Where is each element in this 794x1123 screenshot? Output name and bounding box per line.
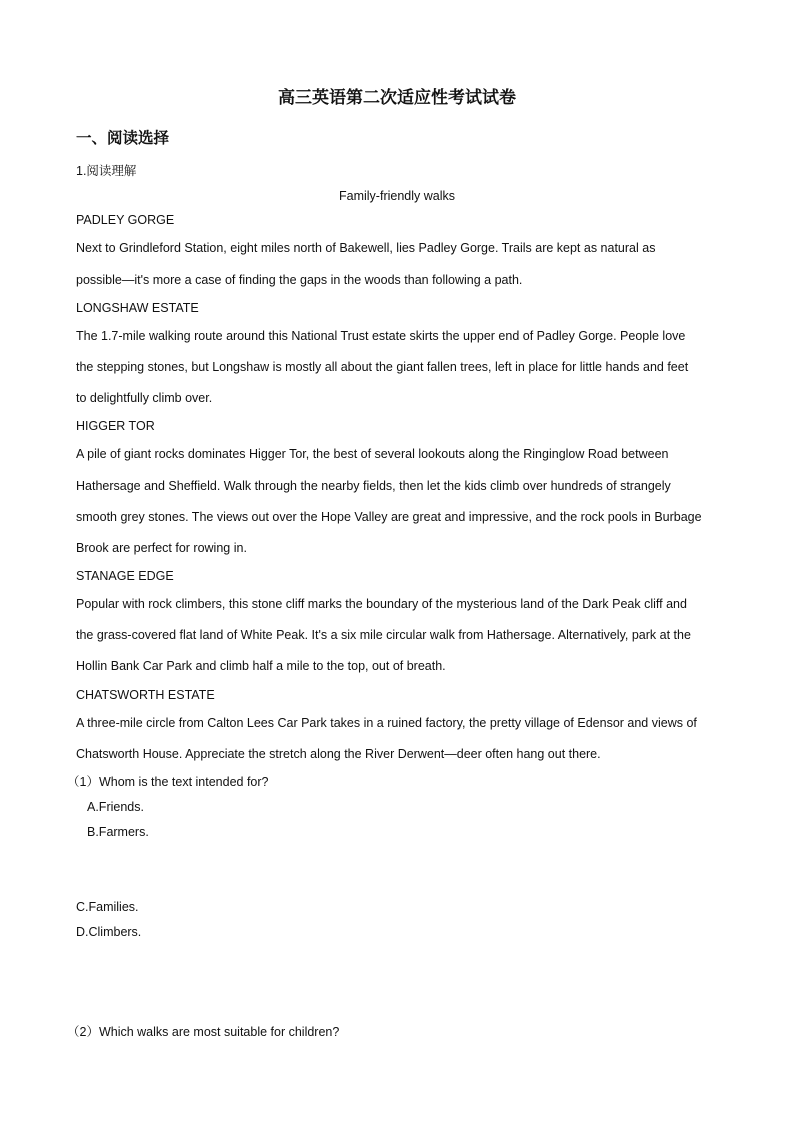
paragraph-line: possible—it's more a case of finding the gaps in the woods than following a path. [76, 273, 523, 287]
paragraph-line: the grass-covered flat land of White Peak. It's a six mile circular walk from Hathersage. Alternatively, park at the [76, 628, 691, 642]
option-d[interactable]: D.Climbers. [76, 925, 142, 939]
block-heading-stanage-edge: STANAGE EDGE [76, 569, 174, 583]
page-title: 高三英语第二次适应性考试试卷 [278, 88, 516, 107]
option-c[interactable]: C.Families. [76, 900, 139, 914]
option-a[interactable]: A.Friends. [87, 800, 144, 814]
option-b[interactable]: B.Farmers. [87, 825, 149, 839]
paragraph-line: Hathersage and Sheffield. Walk through the nearby fields, then let the kids climb over hundreds of strangely [76, 479, 671, 493]
block-heading-padley-gorge: PADLEY GORGE [76, 213, 175, 227]
paragraph-line: A pile of giant rocks dominates Higger Tor, the best of several lookouts along the Ringinglow Road between [76, 447, 669, 461]
block-heading-longshaw-estate: LONGSHAW ESTATE [76, 301, 199, 315]
block-heading-chatsworth-estate: CHATSWORTH ESTATE [76, 688, 215, 702]
paragraph-line: Next to Grindleford Station, eight miles north of Bakewell, lies Padley Gorge. Trails are kept as natural as [76, 241, 656, 255]
paragraph-line: to delightfully climb over. [76, 391, 213, 405]
paragraph-line: A three-mile circle from Calton Lees Car Park takes in a ruined factory, the pretty village of Edensor and views of [76, 716, 697, 730]
section-heading: 一、阅读选择 [76, 130, 170, 147]
block-heading-higger-tor: HIGGER TOR [76, 419, 155, 433]
paragraph-line: The 1.7-mile walking route around this National Trust estate skirts the upper end of Padley Gorge. People love [76, 329, 686, 343]
question-2: （2）Which walks are most suitable for children? [67, 1025, 340, 1039]
paragraph-line: Popular with rock climbers, this stone cliff marks the boundary of the mysterious land of the Dark Peak cliff and [76, 597, 687, 611]
subsection-heading: 1.阅读理解 [76, 164, 137, 178]
passage-title: Family-friendly walks [339, 189, 455, 203]
paragraph-line: Chatsworth House. Appreciate the stretch along the River Derwent—deer often hang out there. [76, 747, 601, 761]
question-1: （1）Whom is the text intended for? [67, 775, 269, 789]
paragraph-line: Brook are perfect for rowing in. [76, 541, 247, 555]
paragraph-line: smooth grey stones. The views out over the Hope Valley are great and impressive, and the rock pools in Burbage [76, 510, 702, 524]
paragraph-line: the stepping stones, but Longshaw is mostly all about the giant fallen trees, left in place for little hands and feet [76, 360, 689, 374]
paragraph-line: Hollin Bank Car Park and climb half a mile to the top, out of breath. [76, 659, 446, 673]
